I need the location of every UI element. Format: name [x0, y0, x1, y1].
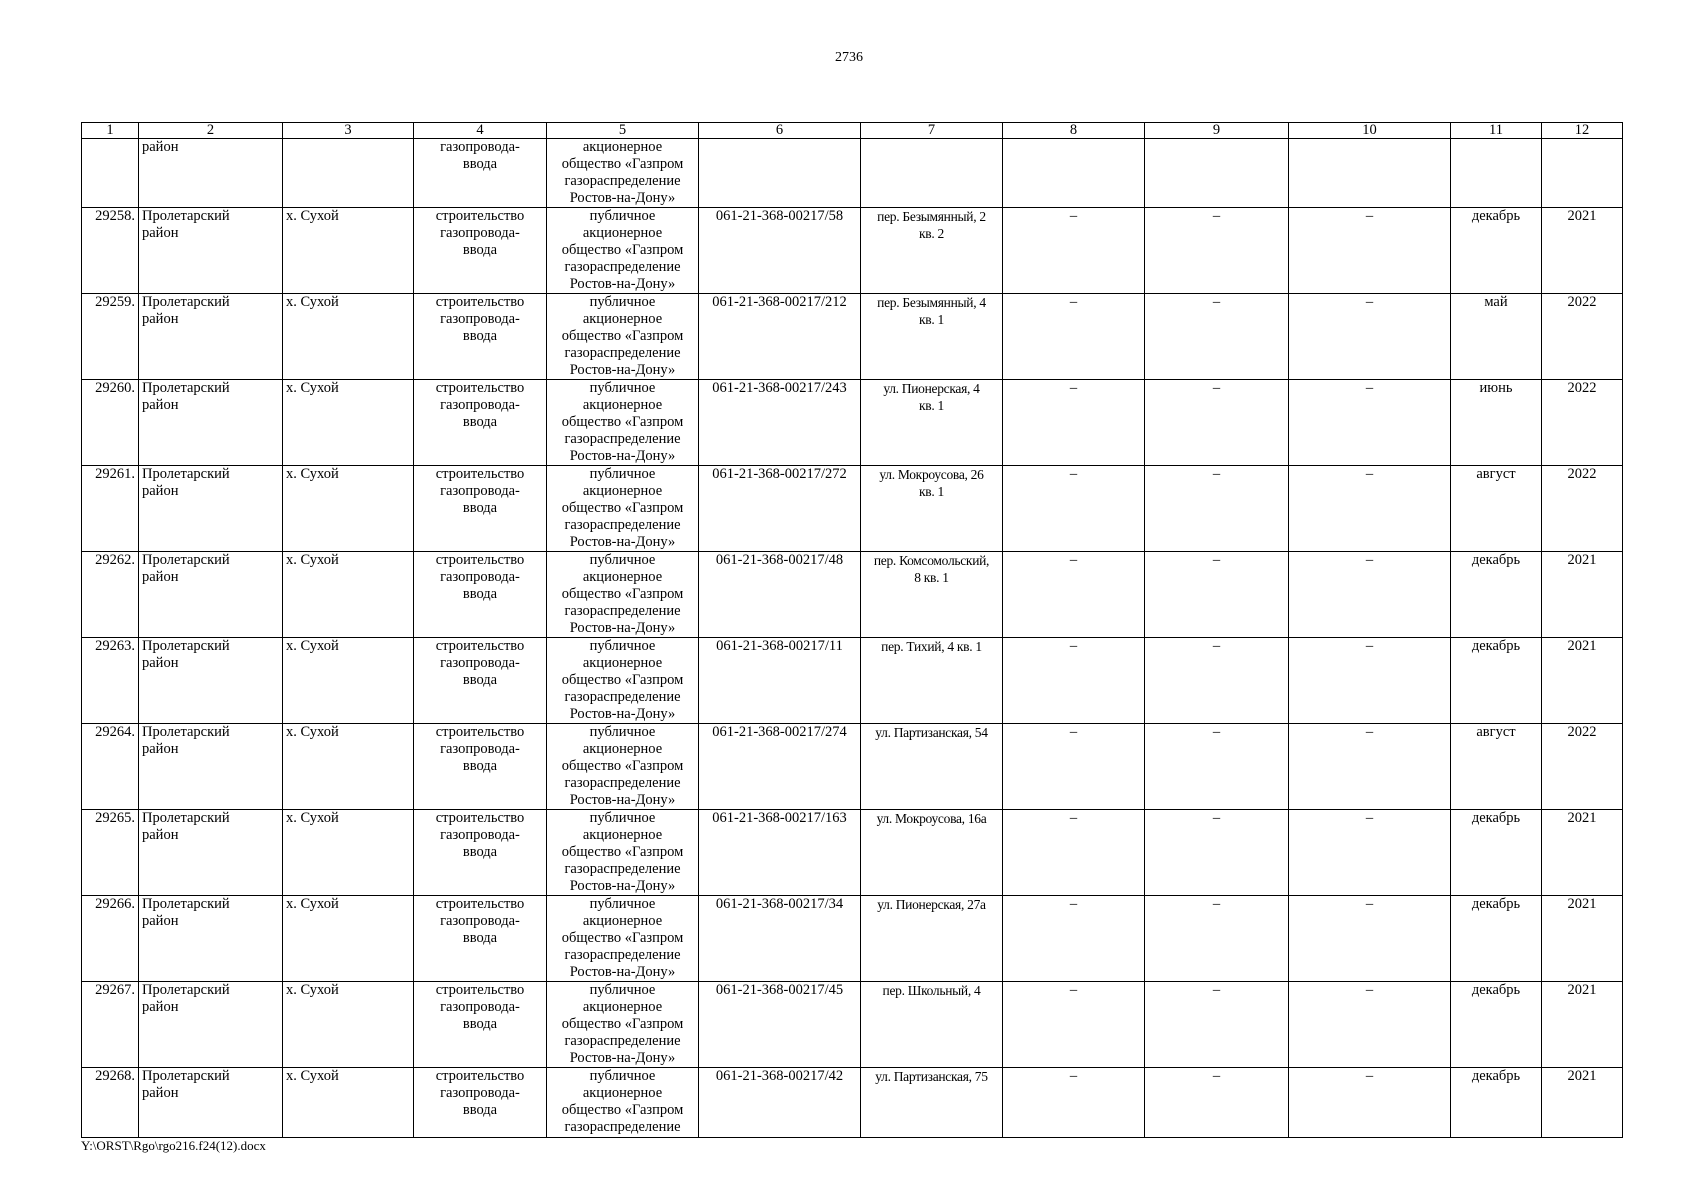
column-10-cell: –: [1289, 466, 1451, 552]
column-header: 4: [414, 123, 547, 139]
column-8-cell: –: [1003, 724, 1145, 810]
month-cell: декабрь: [1451, 982, 1542, 1068]
column-header: 8: [1003, 123, 1145, 139]
district-cell: Пролетарский район: [139, 982, 283, 1068]
registry-code-cell: 061-21-368-00217/48: [699, 552, 861, 638]
column-header: 12: [1542, 123, 1623, 139]
year-cell: 2021: [1542, 982, 1623, 1068]
table-row: [82, 1068, 1623, 1138]
locality-cell: х. Сухой: [283, 638, 414, 724]
table-row: [82, 208, 1623, 294]
column-9-cell: –: [1145, 638, 1289, 724]
address-cell: ул. Мокроусова, 16а: [861, 810, 1003, 896]
column-8-cell: –: [1003, 552, 1145, 638]
month-cell: декабрь: [1451, 896, 1542, 982]
work-type-cell: строительство газопровода- ввода: [414, 294, 547, 380]
year-cell: 2022: [1542, 724, 1623, 810]
district-cell: Пролетарский район: [139, 552, 283, 638]
table-row: [82, 896, 1623, 982]
locality-cell: х. Сухой: [283, 380, 414, 466]
address-cell: пер. Тихий, 4 кв. 1: [861, 638, 1003, 724]
registry-code-cell: 061-21-368-00217/274: [699, 724, 861, 810]
row-number-cell: 29258.: [82, 208, 139, 294]
organization-cell: публичное акционерное общество «Газпром газораспределение Ростов-на-Дону»: [547, 810, 699, 896]
district-cell: Пролетарский район: [139, 294, 283, 380]
registry-code-cell: 061-21-368-00217/163: [699, 810, 861, 896]
address-cell: пер. Школьный, 4: [861, 982, 1003, 1068]
column-8-cell: –: [1003, 982, 1145, 1068]
table-row: [82, 294, 1623, 380]
district-cell: Пролетарский район: [139, 208, 283, 294]
row-number-cell: 29268.: [82, 1068, 139, 1138]
organization-cell: публичное акционерное общество «Газпром газораспределение Ростов-на-Дону»: [547, 724, 699, 810]
work-type-cell: строительство газопровода- ввода: [414, 724, 547, 810]
work-type-cell: строительство газопровода- ввода: [414, 552, 547, 638]
work-type-cell: строительство газопровода- ввода: [414, 982, 547, 1068]
work-type-cell: строительство газопровода- ввода: [414, 1068, 547, 1138]
row-number-cell: 29260.: [82, 380, 139, 466]
year-cell: 2022: [1542, 380, 1623, 466]
row-number-cell: 29259.: [82, 294, 139, 380]
work-type-cell: строительство газопровода- ввода: [414, 638, 547, 724]
work-type-cell: газопровода- ввода: [414, 139, 547, 208]
locality-cell: х. Сухой: [283, 466, 414, 552]
column-9-cell: –: [1145, 896, 1289, 982]
district-cell: Пролетарский район: [139, 810, 283, 896]
column-10-cell: –: [1289, 208, 1451, 294]
column-header: 2: [139, 123, 283, 139]
organization-cell: публичное акционерное общество «Газпром газораспределение Ростов-на-Дону»: [547, 982, 699, 1068]
year-cell: 2021: [1542, 810, 1623, 896]
column-9-cell: –: [1145, 552, 1289, 638]
month-cell: май: [1451, 294, 1542, 380]
address-cell: пер. Комсомольский, 8 кв. 1: [861, 552, 1003, 638]
row-number-cell: 29265.: [82, 810, 139, 896]
registry-code-cell: 061-21-368-00217/58: [699, 208, 861, 294]
column-10-cell: –: [1289, 552, 1451, 638]
locality-cell: х. Сухой: [283, 208, 414, 294]
month-cell: декабрь: [1451, 810, 1542, 896]
row-number-cell: 29261.: [82, 466, 139, 552]
table-row: [82, 724, 1623, 810]
table-row: [82, 810, 1623, 896]
organization-cell: акционерное общество «Газпром газораспределение Ростов-на-Дону»: [547, 139, 699, 208]
month-cell: июнь: [1451, 380, 1542, 466]
locality-cell: х. Сухой: [283, 1068, 414, 1138]
column-8-cell: –: [1003, 810, 1145, 896]
column-10-cell: –: [1289, 982, 1451, 1068]
table-row: [82, 380, 1623, 466]
year-cell: 2021: [1542, 1068, 1623, 1138]
column-9-cell: –: [1145, 294, 1289, 380]
organization-cell: публичное акционерное общество «Газпром газораспределение Ростов-на-Дону»: [547, 466, 699, 552]
continued-row-fragment: [82, 139, 1623, 208]
locality-cell: х. Сухой: [283, 810, 414, 896]
row-number-cell: 29266.: [82, 896, 139, 982]
work-type-cell: строительство газопровода- ввода: [414, 208, 547, 294]
column-10-cell: –: [1289, 380, 1451, 466]
column-9-cell: –: [1145, 810, 1289, 896]
column-9-cell: –: [1145, 1068, 1289, 1138]
year-cell: 2021: [1542, 638, 1623, 724]
column-header: 6: [699, 123, 861, 139]
locality-cell: х. Сухой: [283, 896, 414, 982]
column-header: 11: [1451, 123, 1542, 139]
address-cell: ул. Партизанская, 54: [861, 724, 1003, 810]
month-cell: август: [1451, 724, 1542, 810]
work-type-cell: строительство газопровода- ввода: [414, 380, 547, 466]
page-number: 2736: [835, 50, 863, 65]
district-cell: Пролетарский район: [139, 724, 283, 810]
month-cell: декабрь: [1451, 638, 1542, 724]
organization-cell: публичное акционерное общество «Газпром газораспределение Ростов-на-Дону»: [547, 208, 699, 294]
address-cell: ул. Партизанская, 75: [861, 1068, 1003, 1138]
column-8-cell: –: [1003, 208, 1145, 294]
organization-cell: публичное акционерное общество «Газпром газораспределение Ростов-на-Дону»: [547, 896, 699, 982]
column-number-header-row: [82, 123, 1623, 139]
registry-code-cell: 061-21-368-00217/212: [699, 294, 861, 380]
row-number-cell: 29263.: [82, 638, 139, 724]
year-cell: 2022: [1542, 466, 1623, 552]
table-row: [82, 552, 1623, 638]
district-cell: Пролетарский район: [139, 466, 283, 552]
organization-cell: публичное акционерное общество «Газпром газораспределение Ростов-на-Дону»: [547, 380, 699, 466]
registry-table: [81, 122, 1623, 1138]
year-cell: 2022: [1542, 294, 1623, 380]
registry-code-cell: 061-21-368-00217/42: [699, 1068, 861, 1138]
organization-cell: публичное акционерное общество «Газпром газораспределение Ростов-на-Дону»: [547, 552, 699, 638]
column-10-cell: –: [1289, 724, 1451, 810]
locality-cell: х. Сухой: [283, 982, 414, 1068]
district-cell: Пролетарский район: [139, 1068, 283, 1138]
column-8-cell: –: [1003, 896, 1145, 982]
district-cell: Пролетарский район: [139, 380, 283, 466]
column-8-cell: –: [1003, 1068, 1145, 1138]
column-header: 9: [1145, 123, 1289, 139]
column-8-cell: –: [1003, 380, 1145, 466]
locality-cell: х. Сухой: [283, 552, 414, 638]
column-9-cell: –: [1145, 208, 1289, 294]
column-9-cell: –: [1145, 466, 1289, 552]
row-number-cell: 29264.: [82, 724, 139, 810]
work-type-cell: строительство газопровода- ввода: [414, 466, 547, 552]
address-cell: пер. Безымянный, 4 кв. 1: [861, 294, 1003, 380]
work-type-cell: строительство газопровода- ввода: [414, 896, 547, 982]
column-8-cell: –: [1003, 466, 1145, 552]
district-cell: Пролетарский район: [139, 896, 283, 982]
month-cell: декабрь: [1451, 208, 1542, 294]
column-header: 7: [861, 123, 1003, 139]
registry-code-cell: 061-21-368-00217/11: [699, 638, 861, 724]
column-8-cell: –: [1003, 638, 1145, 724]
column-header: 1: [82, 123, 139, 139]
column-10-cell: –: [1289, 810, 1451, 896]
address-cell: ул. Пионерская, 4 кв. 1: [861, 380, 1003, 466]
column-header: 3: [283, 123, 414, 139]
column-header: 5: [547, 123, 699, 139]
organization-cell: публичное акционерное общество «Газпром газораспределение: [547, 1068, 699, 1138]
registry-code-cell: 061-21-368-00217/34: [699, 896, 861, 982]
month-cell: август: [1451, 466, 1542, 552]
column-10-cell: –: [1289, 896, 1451, 982]
registry-code-cell: 061-21-368-00217/243: [699, 380, 861, 466]
year-cell: 2021: [1542, 896, 1623, 982]
address-cell: ул. Мокроусова, 26 кв. 1: [861, 466, 1003, 552]
locality-cell: х. Сухой: [283, 294, 414, 380]
row-number-cell: 29262.: [82, 552, 139, 638]
organization-cell: публичное акционерное общество «Газпром газораспределение Ростов-на-Дону»: [547, 638, 699, 724]
registry-code-cell: 061-21-368-00217/45: [699, 982, 861, 1068]
month-cell: декабрь: [1451, 552, 1542, 638]
column-10-cell: –: [1289, 1068, 1451, 1138]
row-number-cell: 29267.: [82, 982, 139, 1068]
column-10-cell: –: [1289, 294, 1451, 380]
column-header: 10: [1289, 123, 1451, 139]
column-9-cell: –: [1145, 982, 1289, 1068]
year-cell: 2021: [1542, 552, 1623, 638]
district-cell: район: [139, 139, 283, 208]
column-9-cell: –: [1145, 380, 1289, 466]
column-8-cell: –: [1003, 294, 1145, 380]
month-cell: декабрь: [1451, 1068, 1542, 1138]
table-row: [82, 982, 1623, 1068]
district-cell: Пролетарский район: [139, 638, 283, 724]
table-row: [82, 638, 1623, 724]
file-path-footer: Y:\ORST\Rgo\rgo216.f24(12).docx: [81, 1138, 266, 1153]
locality-cell: х. Сухой: [283, 724, 414, 810]
work-type-cell: строительство газопровода- ввода: [414, 810, 547, 896]
column-9-cell: –: [1145, 724, 1289, 810]
year-cell: 2021: [1542, 208, 1623, 294]
table-row: [82, 466, 1623, 552]
registry-code-cell: 061-21-368-00217/272: [699, 466, 861, 552]
column-10-cell: –: [1289, 638, 1451, 724]
address-cell: ул. Пионерская, 27а: [861, 896, 1003, 982]
organization-cell: публичное акционерное общество «Газпром газораспределение Ростов-на-Дону»: [547, 294, 699, 380]
address-cell: пер. Безымянный, 2 кв. 2: [861, 208, 1003, 294]
